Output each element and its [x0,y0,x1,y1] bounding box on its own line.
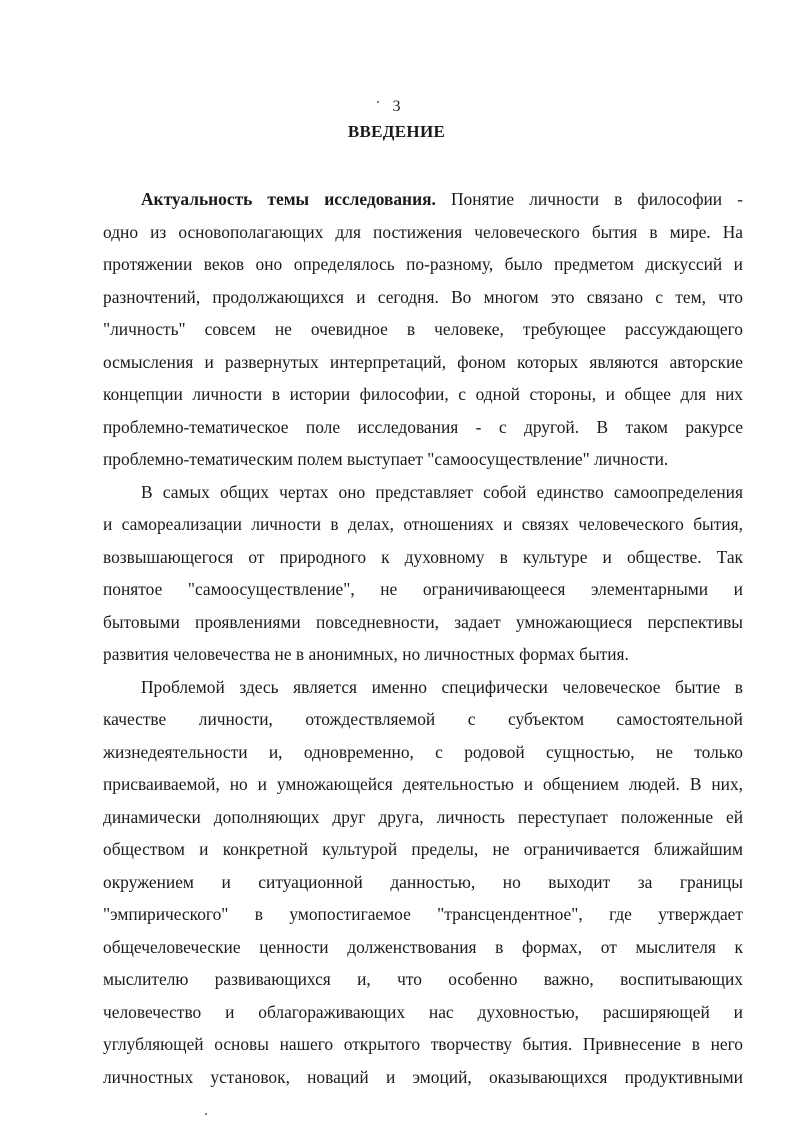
page-number: 3 [392,98,401,115]
scan-speck [205,1113,207,1115]
paragraph-1-line-3: протяжении веков оно определялось по-разному, было предметом дискуссий и [103,254,743,274]
paragraph-2-line-2: и самореализации личности в делах, отношениях и связях человеческого бытия, [103,514,743,534]
paragraph-1-line-5: "личность" совсем не очевидное в человеке, требующее рассуждающего [103,319,743,339]
paragraph-3-line-1: Проблемой здесь является именно специфически человеческое бытие в [141,676,743,697]
paragraph-1-line-1: Актуальность темы исследования. Понятие личности в философии - [141,189,743,209]
paragraph-1-line-2: одно из основополагающих для постижения человеческого бытия в мире. На [103,221,743,242]
body-text [103,183,743,1093]
paragraph-2-line-1: В самых общих чертах оно представляет собой единство самоопределения [141,481,743,502]
paragraph-3-line-4: присваиваемой, но и умножающейся деятельностью и общением людей. В них, [103,774,743,794]
paragraph-1-line-7: концепции личности в истории философии, с одной стороны, и общее для них [103,384,743,404]
paragraph-2-line-4: понятое "самоосуществление", не ограничивающееся элементарными и [103,579,743,599]
section-heading: ВВЕДЕНИЕ [347,122,446,141]
paragraph-2-line-3: возвышающегося от природного к духовному в культуре и обществе. Так [103,546,743,567]
paragraph-2-line-6: развития человечества не в анонимных, но личностных формах бытия. [103,644,629,664]
paragraph-3-line-7: окружением и ситуационной данностью, но выходит за границы [103,871,743,892]
paragraph-3-line-6: обществом и конкретной культурой пределы, не ограничивается ближайшим [103,839,743,859]
paragraph-3-line-9: общечеловеческие ценности долженствования в формах, от мыслителя к [103,936,743,957]
paragraph-3-line-13: личностных установок, новаций и эмоций, оказывающихся продуктивными [103,1066,743,1087]
paragraph-3-line-11: человечество и облагораживающих нас духовностью, расширяющей и [103,1001,743,1022]
paragraph-3-line-12: углубляющей основы нашего открытого творчеству бытия. Привнесение в него [103,1034,743,1054]
paragraph-2-line-5: бытовыми проявлениями повседневности, задает умножающиеся перспективы [103,611,743,632]
paragraph-3-line-10: мыслителю развивающихся и, что особенно важно, воспитывающих [103,969,743,989]
paragraph-3-line-2: качестве личности, отождествляемой с субъектом самостоятельной [103,709,743,729]
lead-phrase: Актуальность темы исследования. [141,189,436,209]
paragraph-1-line-6: осмысления и развернутых интерпретаций, фоном которых являются авторские [103,351,743,372]
paragraph-3-line-3: жизнедеятельности и, одновременно, с родовой сущностью, не только [103,741,743,762]
paragraph-3-line-8: "эмпирического" в умопостигаемое "трансцендентное", где утверждает [103,904,743,924]
paragraph-3-line-5: динамически дополняющих друг друга, личность переступает положенные ей [103,806,743,827]
paragraph-1-line-4: разночтений, продолжающихся и сегодня. Во многом это связано с тем, что [103,286,743,307]
paragraph-1-line-9: проблемно-тематическим полем выступает "самоосуществление" личности. [103,449,669,469]
paragraph-1-line-8: проблемно-тематическое поле исследования - с другой. В таком ракурсе [103,416,743,437]
